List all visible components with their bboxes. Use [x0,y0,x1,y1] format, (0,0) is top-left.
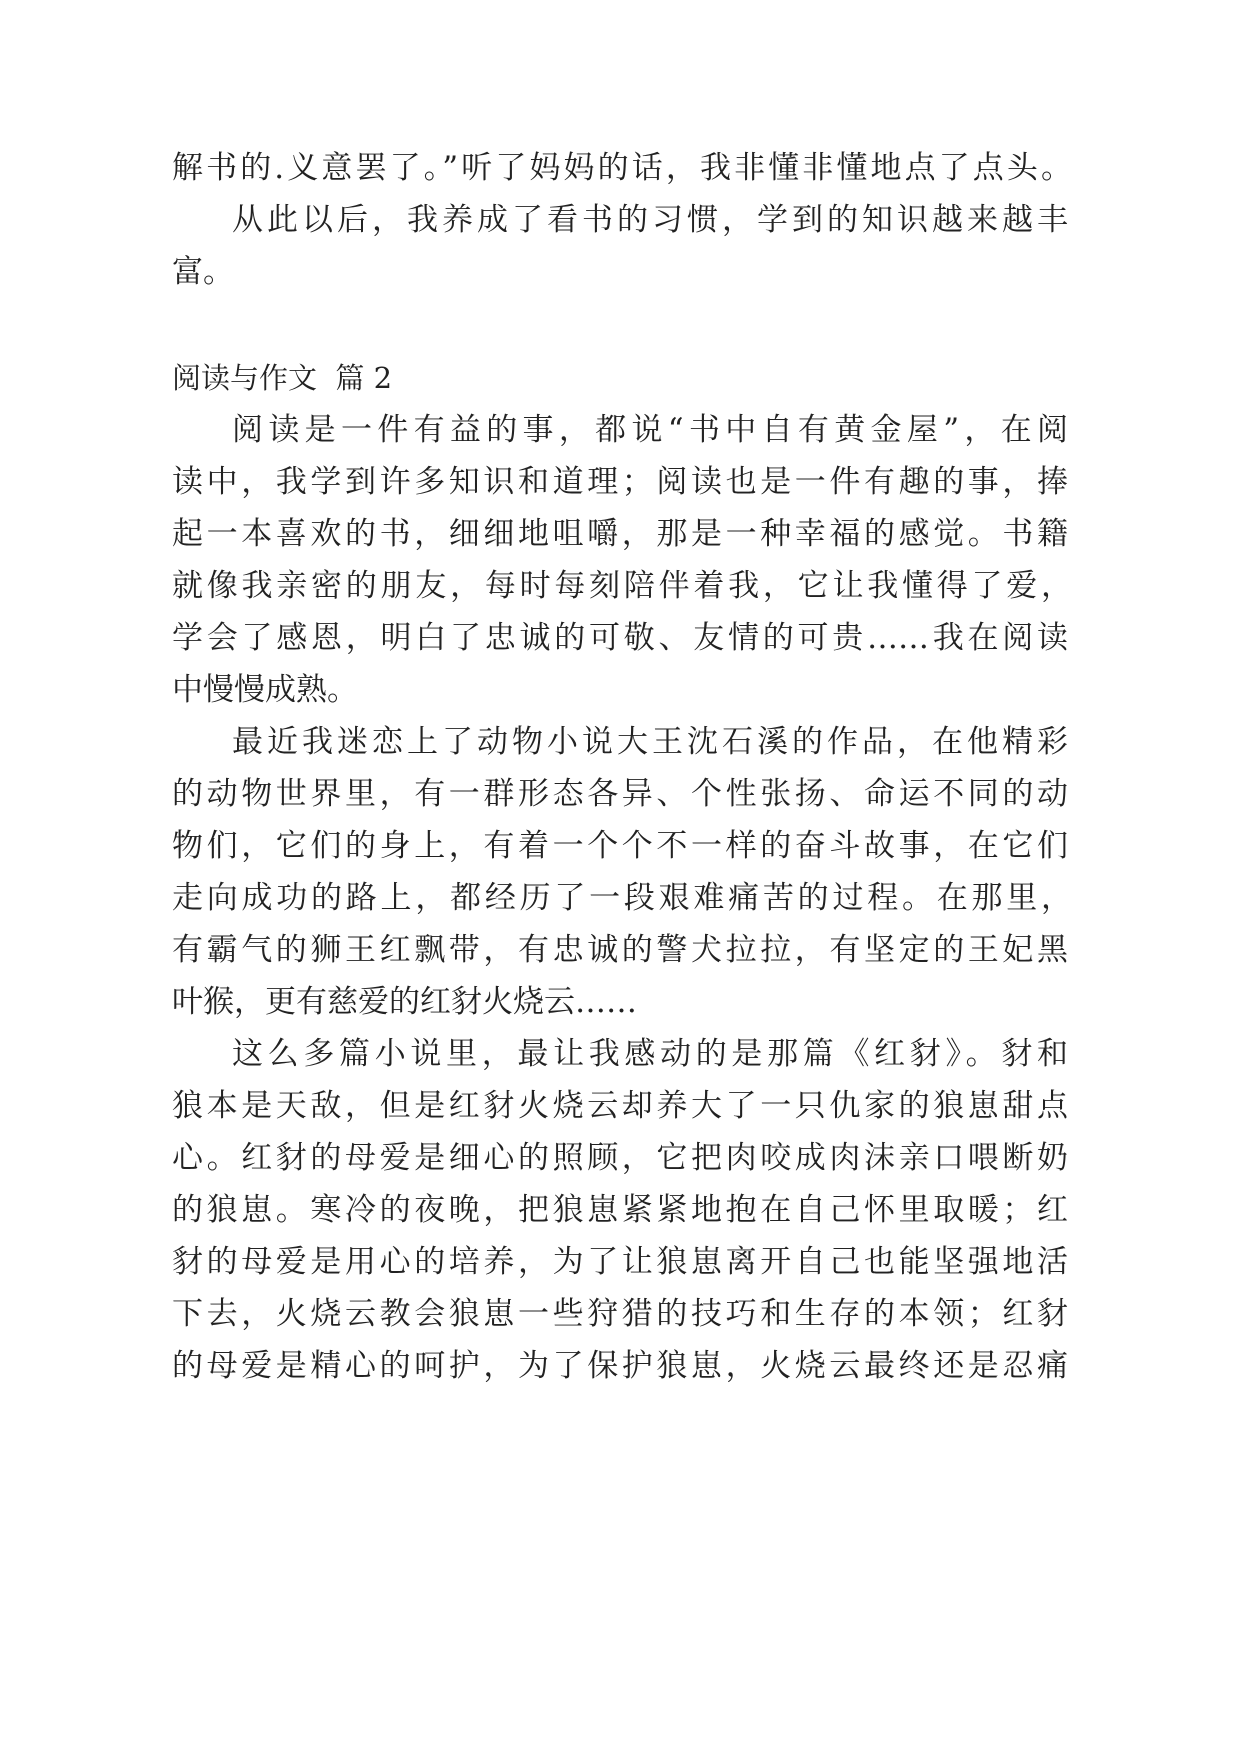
paragraph-line: 有霸气的狮王红飘带，有忠诚的警犬拉拉，有坚定的王妃黑 [172,932,1068,968]
paragraph-line: 豺的母爱是用心的培养，为了让狼崽离开自己也能坚强地活 [172,1244,1068,1280]
paragraph-line: 起一本喜欢的书，细细地咀嚼，那是一种幸福的感觉。书籍 [172,516,1068,552]
paragraph-line: 这么多篇小说里，最让我感动的是那篇《红豺》。豺和 [232,1036,1068,1072]
paragraph-line: 狼本是天敌，但是红豺火烧云却养大了一只仇家的狼崽甜点 [172,1088,1068,1124]
paragraph-line: 走向成功的路上，都经历了一段艰难痛苦的过程。在那里， [172,880,1072,916]
paragraph-line: 下去，火烧云教会狼崽一些狩猎的技巧和生存的本领；红豺 [172,1296,1068,1332]
paragraph-line: 学会了感恩，明白了忠诚的可敬、友情的可贵……我在阅读 [172,620,1068,656]
paragraph-line: 叶猴，更有慈爱的红豺火烧云…… [172,984,637,1020]
paragraph-line: 的动物世界里，有一群形态各异、个性张扬、命运不同的动 [172,776,1068,812]
paragraph-line: 就像我亲密的朋友，每时每刻陪伴着我，它让我懂得了爱， [172,568,1072,604]
paragraph-line: 解书的.义意罢了。”听了妈妈的话，我非懂非懂地点了点头。 [172,150,1072,186]
paragraph-line: 心。红豺的母爱是细心的照顾，它把肉咬成肉沫亲口喂断奶 [172,1140,1068,1176]
paragraph-line: 读中，我学到许多知识和道理；阅读也是一件有趣的事，捧 [172,464,1068,500]
paragraph-line: 最近我迷恋上了动物小说大王沈石溪的作品，在他精彩 [232,724,1068,760]
paragraph-line: 的狼崽。寒冷的夜晚，把狼崽紧紧地抱在自己怀里取暖；红 [172,1192,1068,1228]
paragraph-line: 中慢慢成熟。 [172,672,358,708]
paragraph-line: 从此以后，我养成了看书的习惯，学到的知识越来越丰 [232,202,1068,238]
paragraph-line: 的母爱是精心的呵护，为了保护狼崽，火烧云最终还是忍痛 [172,1348,1068,1384]
paragraph-line: 富。 [172,254,234,290]
section-heading: 阅读与作文 篇 2 [172,361,393,395]
paragraph-line: 物们，它们的身上，有着一个个不一样的奋斗故事，在它们 [172,828,1068,864]
paragraph-line: 阅读是一件有益的事，都说“书中自有黄金屋”，在阅 [232,412,1068,448]
